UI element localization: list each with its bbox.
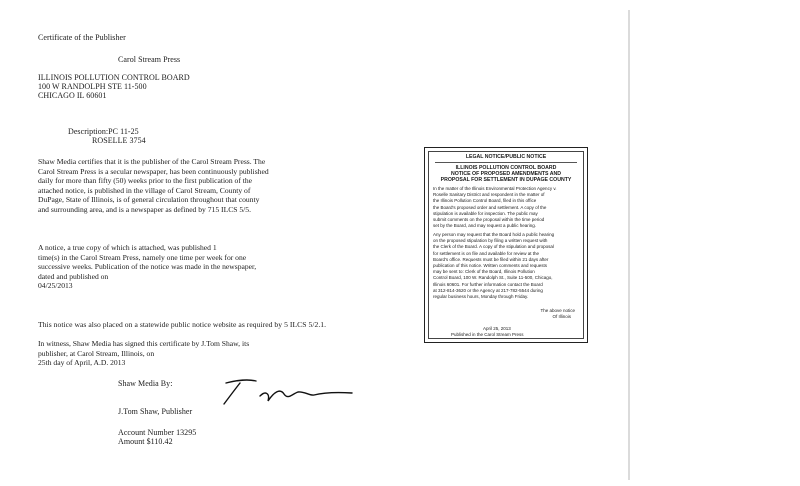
text-line: successive weeks. Publication of the notice was made in the newspaper, xyxy=(38,262,257,271)
text-line: Roselle Sanitary District and respondent in the matter of xyxy=(433,192,545,198)
text-line: the Board's proposed order and settlement. A copy of the xyxy=(433,204,547,210)
website-notice: This notice was also placed on a statewide public notice website as required by 5 ILCS 5/2.1. xyxy=(38,320,327,329)
text-line: Illinois 60601. For further information contact the Board xyxy=(433,281,543,287)
account-number: Account Number 13295 xyxy=(118,428,197,437)
text-line: publication of this notice. Written comments and requests xyxy=(433,263,547,269)
text-line: for settlement is on file and available for review at the xyxy=(433,250,540,256)
notice-reference: ROSELLE 3754 xyxy=(92,136,146,145)
text-line: Any person may request that the Board hold a public hearing xyxy=(433,232,555,237)
text-line: Board's office. Requests must be filed within 21 days after xyxy=(433,256,549,262)
text-line: dated and published on xyxy=(38,271,109,281)
notice-clipping xyxy=(424,147,588,343)
notice-title-line: PROPOSAL FOR SETTLEMENT IN DUPAGE COUNTY xyxy=(440,177,572,183)
text-line: Carol Stream Press is a secular newspaper, has been continuously published xyxy=(38,166,269,176)
text-line: and surrounding area, and is a newspaper as defined by 715 ILCS 5/5. xyxy=(38,204,251,214)
publisher-name: Carol Stream Press xyxy=(118,55,181,64)
scan-edge xyxy=(628,10,630,480)
notice-footer-date: April 25, 2013 xyxy=(483,326,511,331)
notice-header: LEGAL NOTICE/PUBLIC NOTICE xyxy=(465,154,547,160)
text-line: the Clerk of the Board. A copy of the stipulation and proposal xyxy=(433,244,554,250)
text-line: A notice, a true copy of which is attached, was published 1 xyxy=(38,243,217,252)
signed-by-label: Shaw Media By: xyxy=(118,379,173,388)
notice-footer-right: The above notice xyxy=(540,308,575,313)
text-line: regular business hours, Monday through Friday. xyxy=(433,294,529,300)
text-line: the Illinois Pollution Control Board, filed in this office xyxy=(433,198,537,204)
text-line: attached notice, is published in the village of Carol Stream, County of xyxy=(38,185,251,195)
publication-date: 04/25/2013 xyxy=(38,281,73,290)
notice-title-line: ILLINOIS POLLUTION CONTROL BOARD xyxy=(455,165,557,171)
divider xyxy=(435,162,577,163)
text-line: In witness, Shaw Media has signed this certificate by J.Tom Shaw, its xyxy=(38,339,250,348)
address-line-1: ILLINOIS POLLUTION CONTROL BOARD xyxy=(38,73,190,82)
certificate-title: Certificate of the Publisher xyxy=(38,33,126,42)
text-line: set by the Board, and may request a public hearing. xyxy=(433,223,537,229)
text-line: publisher, at Carol Stream, Illinois, on xyxy=(38,348,155,358)
signer-name: J.Tom Shaw, Publisher xyxy=(118,407,193,416)
text-line: DuPage, State of Illinois, is of general circulation throughout that county xyxy=(38,195,260,204)
text-line: In the matter of the Illinois Environmental Protection Agency v. xyxy=(433,186,557,191)
text-line: submit comments on the proposal within the time period xyxy=(433,217,545,223)
notice-footer-line: Published in the Carol Stream Press xyxy=(451,332,524,337)
certification-paragraph xyxy=(38,157,269,214)
text-line: on the proposed stipulation by filing a written request with xyxy=(433,238,548,244)
notice-body-2 xyxy=(433,232,581,300)
notice-title-line: NOTICE OF PROPOSED AMENDMENTS AND xyxy=(451,171,561,177)
text-line: may be sent to: Clerk of the Board, Illinois Pollution xyxy=(433,269,535,275)
text-line: time(s) in the Carol Stream Press, namely one time per week for one xyxy=(38,252,247,262)
amount: Amount $110.42 xyxy=(118,437,173,446)
address-line-3: CHICAGO IL 60601 xyxy=(38,91,107,100)
text-line: Shaw Media certifies that it is the publisher of the Carol Stream Press. The xyxy=(38,157,266,166)
publication-paragraph xyxy=(38,243,256,291)
text-line: Control Board, 100 W. Randolph St., Suite 11-500, Chicago, xyxy=(433,275,553,281)
address-line-2: 100 W RANDOLPH STE 11-500 xyxy=(38,82,147,91)
notice-footer-right: Of Illinois xyxy=(552,314,571,319)
signature xyxy=(218,374,358,414)
text-line: stipulation is available for inspection. The public may xyxy=(433,210,538,216)
notice-body-1 xyxy=(433,186,581,229)
text-line: 25th day of April, A.D. 2013 xyxy=(38,358,126,367)
witness-paragraph xyxy=(38,339,249,368)
text-line: at 312-814-3620 or the Agency at 217-782-5544 during xyxy=(433,287,543,293)
notice-description: Description:PC 11-25 xyxy=(68,127,139,136)
text-line: daily for more than fifty (50) weeks prior to the first publication of the xyxy=(38,176,253,185)
